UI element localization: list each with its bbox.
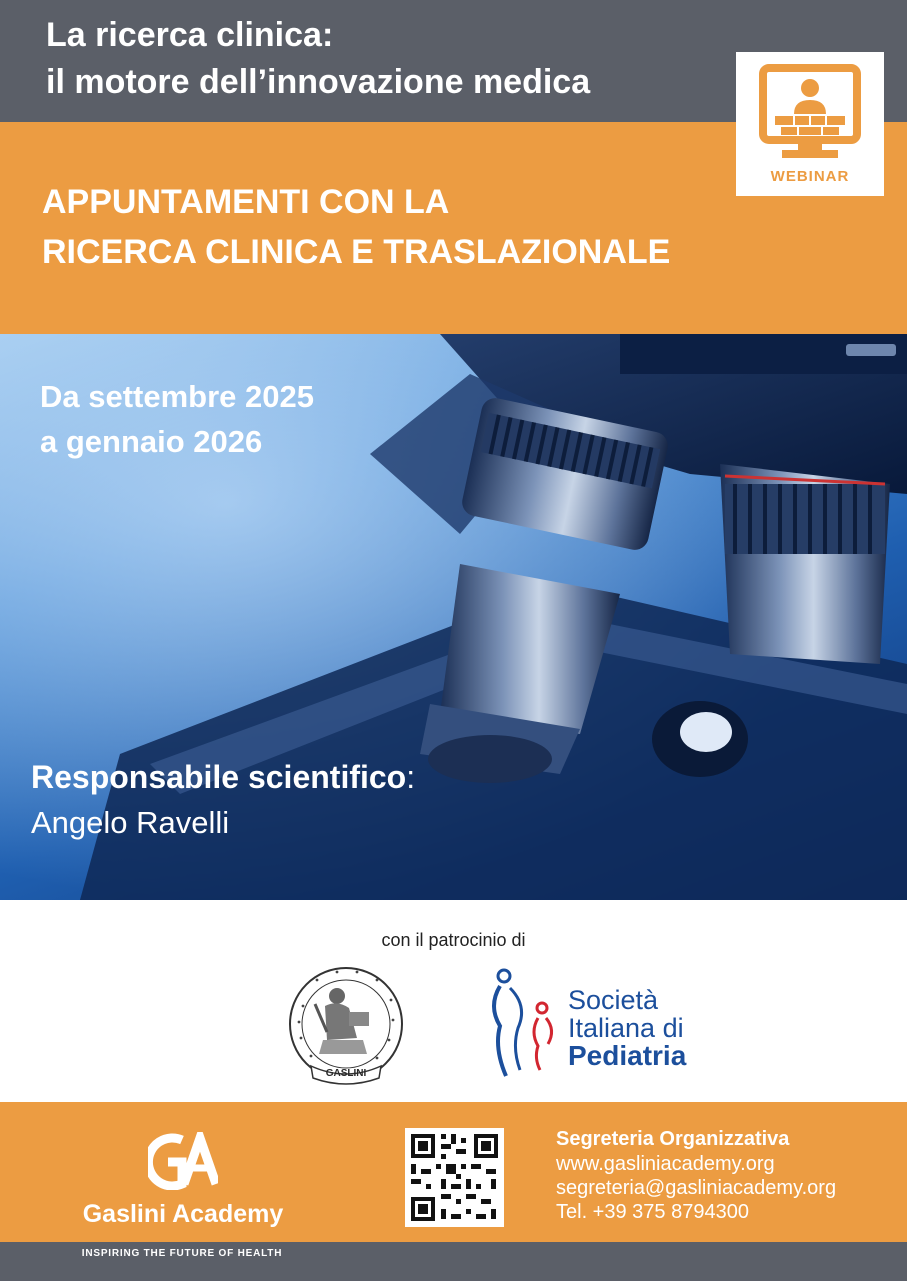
sip-line-1: Società <box>568 985 659 1015</box>
sip-line-2: Italiana di <box>568 1013 684 1043</box>
website-link[interactable]: www.gasliniacademy.org <box>556 1153 775 1175</box>
patronage-section <box>0 900 907 1102</box>
gaslini-seal-text: GASLINI <box>325 1068 367 1079</box>
sip-figures-icon <box>484 966 564 1090</box>
webinar-label: WEBINAR <box>770 168 850 185</box>
patronage-intro: con il patrocinio di <box>381 930 526 950</box>
sip-line-3: Pediatria <box>568 1040 687 1071</box>
responsible-name: Angelo Ravelli <box>31 805 230 840</box>
subtitle-line-2: RICERCA CLINICA E TRASLAZIONALE <box>42 233 671 271</box>
event-dates <box>40 374 314 464</box>
subtitle-line-1: APPUNTAMENTI CON LA <box>42 183 450 221</box>
responsible-colon: : <box>406 759 416 795</box>
hero-microscope-photo <box>0 334 907 900</box>
scientific-responsible <box>31 754 415 846</box>
qr-code[interactable] <box>405 1128 504 1227</box>
phone-number[interactable]: Tel. +39 375 8794300 <box>556 1201 749 1223</box>
footer <box>0 1102 907 1242</box>
webinar-badge <box>736 52 884 196</box>
sip-wordmark <box>568 986 686 1070</box>
email-link[interactable]: segreteria@gasliniacademy.org <box>556 1177 837 1199</box>
brand-name: Gaslini Academy <box>82 1200 284 1228</box>
sip-logo <box>484 966 704 1090</box>
main-title <box>46 12 590 106</box>
responsible-label: Responsabile scientifico <box>31 759 407 795</box>
brand-tagline: INSPIRING THE FUTURE OF HEALTH <box>81 1248 283 1259</box>
secretariat-title: Segreteria Organizzativa <box>556 1128 790 1150</box>
gaslini-seal-logo <box>287 966 405 1090</box>
organizing-secretariat <box>556 1126 836 1224</box>
dates-line-2: a gennaio 2026 <box>40 424 263 459</box>
webinar-monitor-icon <box>758 62 862 166</box>
main-title-line-1: La ricerca clinica: <box>46 16 334 54</box>
bottom-strip <box>0 1242 907 1281</box>
dates-line-1: Da settembre 2025 <box>40 379 314 414</box>
series-subtitle <box>42 177 670 277</box>
main-title-line-2: il motore dell’innovazione medica <box>46 63 591 101</box>
gaslini-academy-logo-icon <box>148 1132 218 1190</box>
responsible-label-row <box>31 754 415 800</box>
